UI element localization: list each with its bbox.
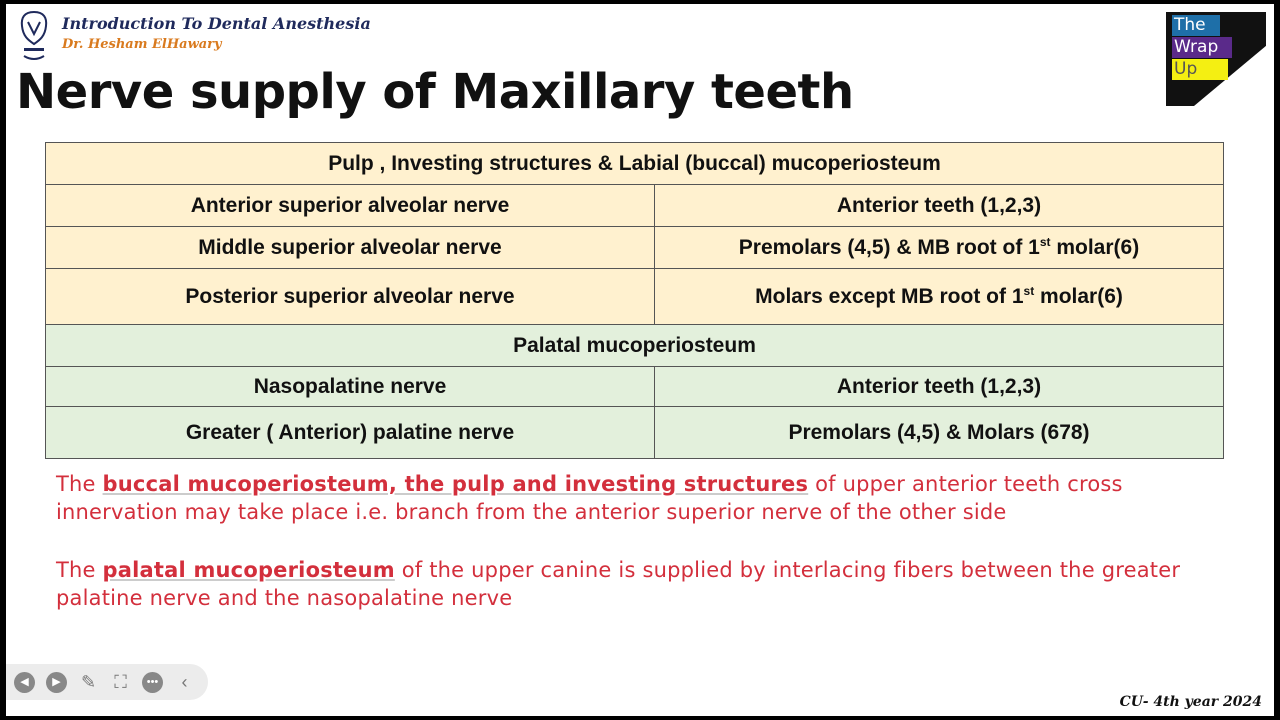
previous-icon[interactable]: ◀: [14, 672, 35, 693]
table-row: [46, 269, 1224, 325]
section-header-cell: Palatal mucoperiosteum: [46, 325, 1224, 367]
section-header-cell: Pulp , Investing structures & Labial (buccal) mucoperiosteum: [46, 143, 1224, 185]
table-row: [46, 407, 1224, 459]
nerve-cell: Nasopalatine nerve: [46, 367, 655, 407]
slideshow-toolbar: [6, 664, 208, 700]
note-highlight: buccal mucoperiosteum, the pulp and investing structures: [102, 472, 809, 496]
page-title: Nerve supply of Maxillary teeth: [16, 64, 854, 120]
slide: [6, 4, 1274, 716]
teeth-cell: Anterior teeth (1,2,3): [655, 367, 1224, 407]
brand-line-3: Up: [1172, 59, 1228, 80]
table-section-header: [46, 325, 1224, 367]
note-buccal: The buccal mucoperiosteum, the pulp and investing structures of upper anterior teeth cross innervation may take place i.e. branch from the anterior superior nerve of the other side: [56, 472, 1123, 524]
nerve-cell: Greater ( Anterior) palatine nerve: [46, 407, 655, 459]
brand-line-1: The: [1172, 15, 1220, 36]
nerve-supply-table: [45, 142, 1224, 459]
course-title: Introduction To Dental Anesthesia: [62, 14, 371, 33]
table-row: [46, 227, 1224, 269]
pen-icon[interactable]: ✎: [80, 671, 97, 692]
teeth-cell: Premolars (4,5) & Molars (678): [655, 407, 1224, 459]
more-icon[interactable]: •••: [142, 672, 163, 693]
teeth-cell: Molars except MB root of 1st molar(6): [655, 269, 1224, 325]
collapse-icon[interactable]: ‹: [181, 671, 188, 692]
table-row: [46, 185, 1224, 227]
footer-label: CU- 4th year 2024: [1119, 694, 1262, 710]
nerve-cell: Anterior superior alveolar nerve: [46, 185, 655, 227]
author-name: Dr. Hesham ElHawary: [62, 37, 222, 52]
teeth-cell: Anterior teeth (1,2,3): [655, 185, 1224, 227]
nerve-cell: Posterior superior alveolar nerve: [46, 269, 655, 325]
fullscreen-icon[interactable]: ⛶: [114, 671, 127, 692]
brand-line-2: Wrap: [1172, 37, 1232, 58]
nerve-cell: Middle superior alveolar nerve: [46, 227, 655, 269]
table-section-header: [46, 143, 1224, 185]
brand-logo: [1166, 12, 1266, 106]
note-palatal: The palatal mucoperiosteum of the upper canine is supplied by interlacing fibers between the greater palatine nerve and the nasopalatine nerve: [56, 558, 1181, 610]
university-logo-icon: [18, 10, 50, 66]
table-row: [46, 367, 1224, 407]
next-icon[interactable]: ▶: [46, 672, 67, 693]
note-highlight: palatal mucoperiosteum: [102, 558, 395, 582]
teeth-cell: Premolars (4,5) & MB root of 1st molar(6): [655, 227, 1224, 269]
